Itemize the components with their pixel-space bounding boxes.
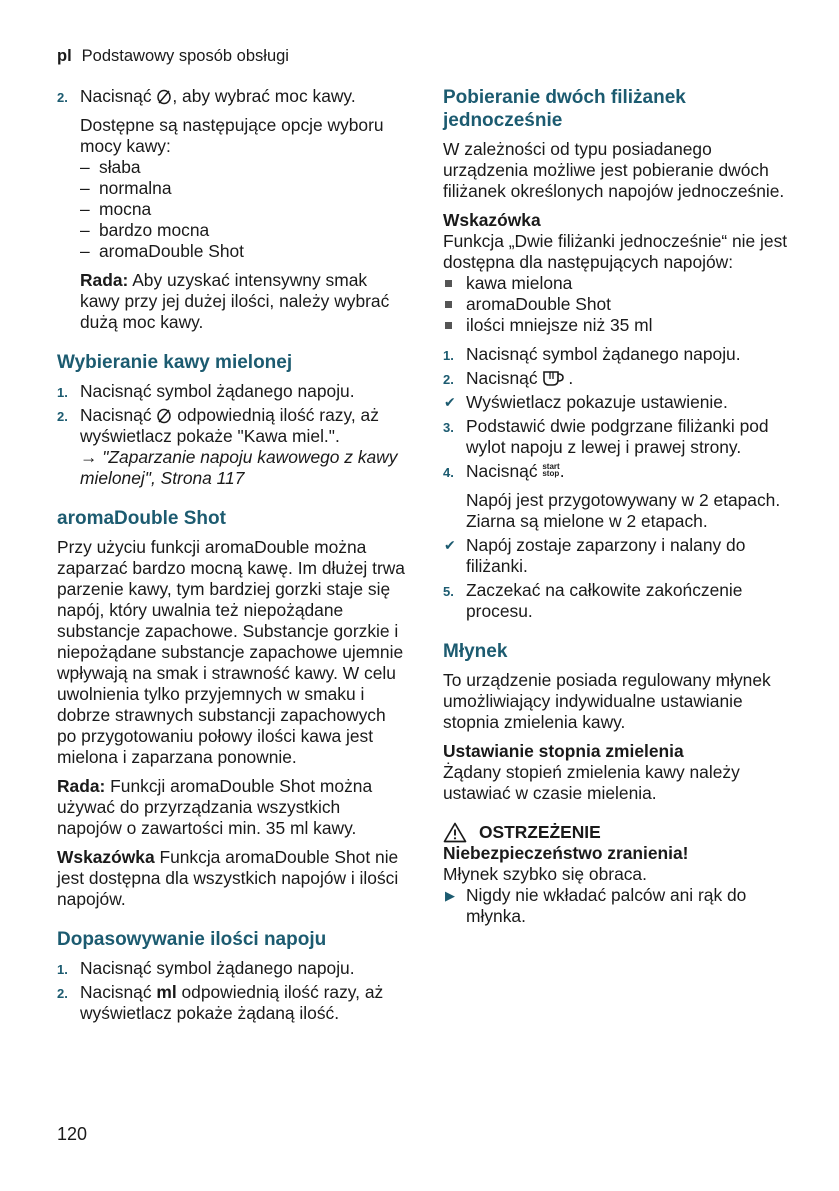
- strength-steps: [57, 86, 407, 107]
- check-icon: ✔: [444, 394, 456, 410]
- step-item: 1. Nacisnąć symbol żądanego napoju.: [57, 958, 355, 978]
- warning-subheading: Niebezpieczeństwo zranienia!: [443, 843, 689, 863]
- two-cups-steps: [443, 344, 793, 482]
- note-paragraph: Funkcja „Dwie filiżanki jednocześnie“ nie jest dostępna dla następujących napojów:: [443, 231, 788, 272]
- step-item: 5. Zaczekać na całkowite zakończenie procesu.: [443, 580, 743, 621]
- step-item: 2. Nacisnąć .: [443, 368, 574, 388]
- page-header: [57, 46, 289, 67]
- step-item: 1. Nacisnąć symbol żądanego napoju.: [57, 381, 355, 401]
- note-heading: Wskazówka: [443, 210, 541, 230]
- strength-options: [57, 157, 407, 262]
- amount-heading: Dopasowywanie ilości napoju: [57, 929, 327, 950]
- coffee-strength-icon: [156, 89, 172, 105]
- list-item: – aromaDouble Shot: [80, 241, 245, 261]
- result-item: ✔ Wyświetlacz pokazuje ustawienie.: [444, 392, 728, 412]
- grinder-paragraph: To urządzenie posiada regulowany młynek umożliwiający indywidualne ustawianie stopnia zmielenia kawy.: [443, 670, 771, 732]
- step-item: 4. Nacisnąć start stop.: [443, 461, 565, 481]
- check-icon: ✔: [444, 537, 456, 553]
- grind-paragraph: Żądany stopień zmielenia kawy należy ustawiać w czasie mielenia.: [443, 762, 740, 803]
- arrow-right-icon: ▶: [445, 888, 455, 903]
- warning-action: ▶ Nigdy nie wkładać palców ani rąk do młynka.: [445, 885, 747, 926]
- two-cups-steps-cont: [443, 535, 793, 622]
- cross-reference-link[interactable]: → "Zaparzanie napoju kawowego z kawy mielonej", Strona 117: [80, 447, 398, 488]
- warning-title: OSTRZEŻENIE: [443, 822, 793, 843]
- list-item: – mocna: [80, 199, 152, 219]
- grinder-heading: Młynek: [443, 641, 508, 662]
- step-item: 2. Nacisnąć , aby wybrać moc kawy.: [57, 86, 356, 106]
- aroma-heading: aromaDouble Shot: [57, 508, 226, 529]
- step-item: 2. Nacisnąć ml odpowiednią ilość razy, aż wyświetlacz pokaże żądaną ilość.: [57, 982, 384, 1023]
- list-item: aromaDouble Shot: [443, 294, 793, 315]
- step-item: 3. Podstawić dwie podgrzane filiżanki pod wylot napoju z lewej i prawej strony.: [443, 416, 769, 457]
- list-item: – słaba: [80, 157, 141, 177]
- tip-paragraph: Rada: Funkcji aromaDouble Shot można używać do przyrządzania wszystkich napojów o zawartości min. 35 ml kawy.: [57, 776, 373, 838]
- step-item: 1. Nacisnąć symbol żądanego napoju.: [443, 344, 741, 364]
- aroma-paragraph: Przy użyciu funkcji aromaDouble można zaparzać bardzo mocną kawę. Im dłużej trwa parzenie kawy, tym bardziej gorzki staje się napój, który uwalnia też niepożądane substancje zapachowe. Substancje gorzkie i niepożądane substancje zapachowe ujemnie wpływają na smak i strawność kawy. W celu uwolnienia tylko przyjemnych w smaku i dobrze strawnych substancji zapachowych po przygotowaniu połowy ilości kawa jest mielona i zaparzana ponownie.: [57, 537, 405, 767]
- right-column: [443, 86, 793, 927]
- ground-coffee-steps: [57, 381, 407, 489]
- info-paragraph: Napój jest przygotowywany w 2 etapach. Ziarna są mielone w 2 etapach.: [466, 490, 781, 531]
- two-cups-heading: Pobieranie dwóch filiżanek jednocześnie: [443, 87, 686, 131]
- two-cups-paragraph: W zależności od typu posiadanego urządzenia możliwe jest pobieranie dwóch filiżanek określonych napojów jednocześnie.: [443, 139, 785, 201]
- list-item: ilości mniejsze niż 35 ml: [443, 315, 793, 336]
- excluded-drinks-list: [443, 273, 793, 336]
- amount-steps: [57, 958, 407, 1024]
- page-number: 120: [57, 1124, 88, 1144]
- warning-text: Młynek szybko się obraca.: [443, 864, 647, 884]
- list-item: kawa mielona: [443, 273, 793, 294]
- note-paragraph: Wskazówka Funkcja aromaDouble Shot nie jest dostępna dla wszystkich napojów i ilości napojów.: [57, 847, 399, 909]
- ml-icon: ml: [156, 982, 177, 1002]
- list-item: – normalna: [80, 178, 172, 198]
- left-column: [57, 86, 407, 1032]
- ground-coffee-heading: Wybieranie kawy mielonej: [57, 352, 293, 373]
- step-item: 2. Nacisnąć odpowiednią ilość razy, aż wyświetlacz pokaże "Kawa miel.". → "Zaparzanie napoju kawowego z kawy mielonej", Strona 117: [57, 405, 398, 488]
- grind-subheading: Ustawianie stopnia zmielenia: [443, 741, 684, 761]
- result-item: ✔ Napój zostaje zaparzony i nalany do filiżanki.: [444, 535, 746, 576]
- start-stop-icon: start stop: [542, 462, 560, 478]
- warning-icon: [443, 822, 467, 843]
- list-item: – bardzo mocna: [80, 220, 210, 240]
- language-code: pl: [57, 47, 72, 65]
- two-cups-icon: [542, 370, 568, 387]
- options-intro: Dostępne są następujące opcje wyboru mocy kawy:: [80, 115, 384, 156]
- header-title: Podstawowy sposób obsługi: [81, 47, 289, 65]
- coffee-strength-icon: [156, 408, 172, 424]
- tip-paragraph: Rada: Aby uzyskać intensywny smak kawy przy jej dużej ilości, należy wybrać dużą moc kawy.: [80, 270, 390, 332]
